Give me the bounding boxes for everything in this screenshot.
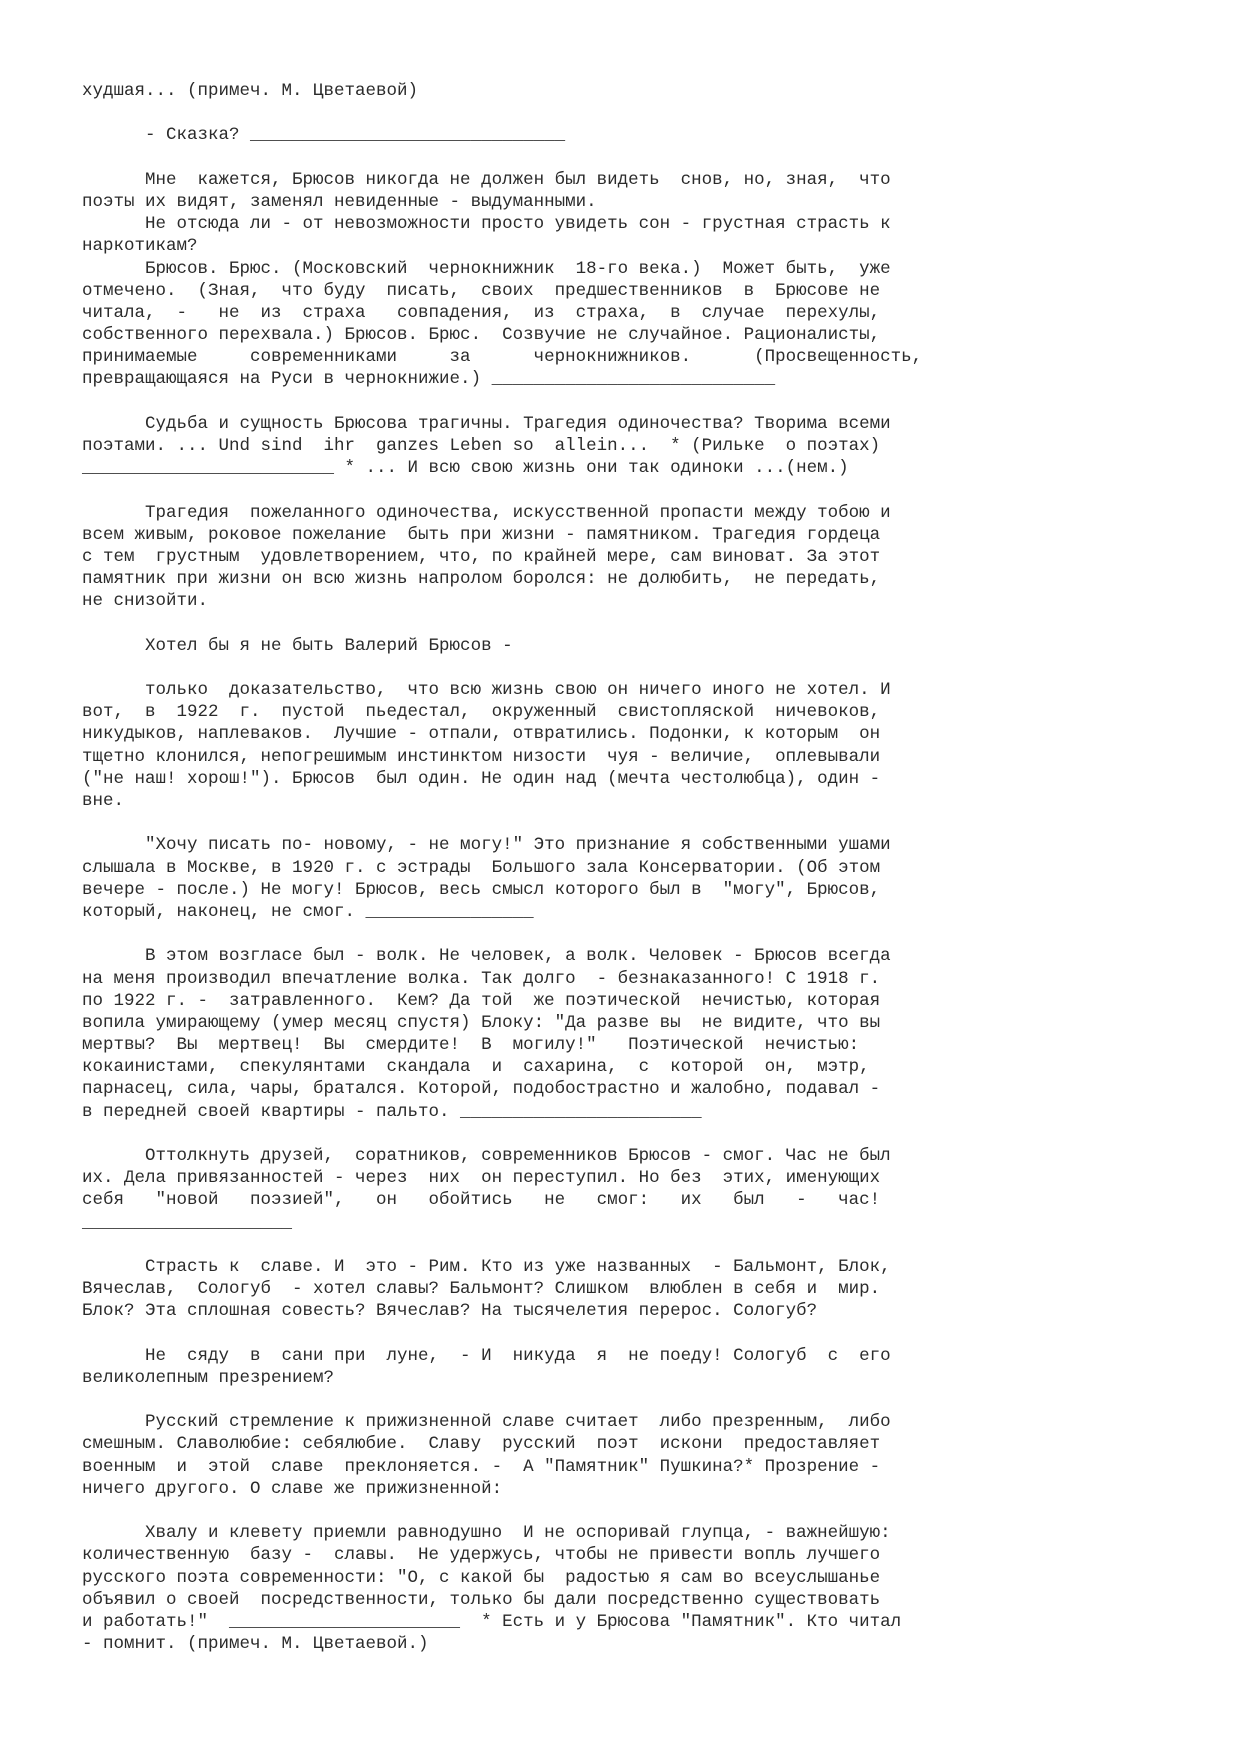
text-line: Хвалу и клевету приемли равнодушно И не оспоривай глупца, - важнейшую: (82, 1523, 891, 1544)
text-line: который, наконец, не смог. ________________ (82, 901, 534, 922)
text-line: наркотикам? (82, 236, 198, 257)
text-line: мертвы? Вы мертвец! Вы смердите! В могилу!" Поэтической нечистью: (82, 1035, 860, 1056)
text-line: вне. (82, 791, 125, 811)
text-line: и работать!" ______________________ * Есть и у Брюсова "Памятник". Кто читал (82, 1611, 902, 1632)
text-line: Мне кажется, Брюсов никогда не должен был видеть снов, но, зная, что (82, 169, 891, 190)
text-line: ("не наш! хорош!"). Брюсов был один. Не один над (мечта честолюбца), один - (82, 768, 881, 789)
text-line: худшая... (примеч. М. Цветаевой) (82, 81, 419, 101)
blank-line (82, 613, 1042, 635)
blank-line (82, 391, 1042, 413)
text-line: - помнит. (примеч. М. Цветаевой.) (82, 1634, 429, 1655)
text-line: Блок? Эта сплошная совесть? Вячеслав? На тысячелетия перерос. Сологуб? (82, 1301, 818, 1322)
text-line: Хотел бы я не быть Валерий Брюсов - (82, 635, 513, 656)
text-line: объявил о своей посредственности, только бы дали посредственно существовать (82, 1589, 881, 1610)
blank-line (82, 102, 1042, 124)
text-line: вот, в 1922 г. пустой пьедестал, окруженный свистопляской ничевоков, (82, 702, 881, 723)
text-line: в передней своей квартиры - пальто. _______________________ (82, 1101, 702, 1122)
blank-line (82, 1323, 1042, 1345)
blank-line (82, 657, 1042, 679)
text-line: Не отсюда ли - от невозможности просто увидеть сон - грустная страсть к (82, 214, 891, 235)
text-line: читала, - не из страха совпадения, из страха, в случае перехулы, (82, 302, 881, 323)
text-line: поэтами. ... Und sind ihr ganzes Leben so allein... * (Рильке о поэтах) (82, 436, 881, 456)
text-line: вопила умирающему (умер месяц спустя) Блоку: "Да разве вы не видите, что вы (82, 1012, 881, 1033)
text-line: отмечено. (Зная, что буду писать, своих предшественников в Брюсове не (82, 280, 881, 301)
text-line: В этом возгласе был - волк. Не человек, а волк. Человек - Брюсов всегда (82, 946, 891, 967)
blank-line (82, 1500, 1042, 1522)
text-line: только доказательство, что всю жизнь свою он ничего иного не хотел. И (82, 680, 891, 701)
text-line: никудыков, наплеваков. Лучшие - отпали, отвратились. Подонки, к которым он (82, 724, 881, 745)
text-line: Трагедия пожеланного одиночества, искусственной пропасти между тобою и (82, 502, 891, 523)
text-line: собственного перехвала.) Брюсов. Брюс. Созвучие не случайное. Рационалисты, (82, 325, 881, 346)
text-line: великолепным презрением? (82, 1367, 335, 1388)
text-line: вечере - после.) Не могу! Брюсов, весь смысл которого был в "могу", Брюсов, (82, 879, 881, 900)
text-line: на меня производил впечатление волка. Так долго - безнаказанного! С 1918 г. (82, 968, 881, 989)
blank-line (82, 1234, 1042, 1256)
text-line: Русский стремление к прижизненной славе считает либо презренным, либо (82, 1412, 891, 1433)
text-line: с тем грустным удовлетворением, что, по крайней мере, сам виноват. За этот (82, 546, 881, 567)
text-line: ничего другого. О славе же прижизненной: (82, 1478, 503, 1499)
text-line: ____________________ (82, 1212, 293, 1233)
text-line: памятник при жизни он всю жизнь напролом боролся: не долюбить, не передать, (82, 569, 881, 590)
text-line: не снизойти. (82, 591, 209, 612)
text-line: кокаинистами, спекулянтами скандала и сахарина, с которой он, мэтр, (82, 1057, 870, 1078)
text-line: военным и этой славе преклоняется. - А "Памятник" Пушкина?* Прозрение - (82, 1456, 881, 1477)
text-line: ________________________ * ... И всю свою жизнь они так одиноки ...(нем.) (82, 458, 849, 479)
text-line: превращающаяся на Руси в чернокнижие.) ___________________________ (82, 369, 776, 390)
text-line: поэты их видят, заменял невиденные - выдуманными. (82, 191, 597, 212)
blank-line (82, 923, 1042, 945)
text-line: тщетно клонился, непогрешимым инстинктом низости чуя - величие, оплевывали (82, 746, 881, 767)
text-line: парнасец, сила, чары, братался. Которой, подобострастно и жалобно, подавал - (82, 1079, 881, 1100)
blank-line (82, 147, 1042, 169)
text-line: русского поэта современности: "О, с какой бы радостью я сам во всеуслышанье (82, 1567, 881, 1588)
blank-line (82, 812, 1042, 834)
document-page (82, 80, 1042, 1655)
text-line: всем живым, роковое пожелание быть при жизни - памятником. Трагедия гордеца (82, 524, 881, 545)
blank-line (82, 479, 1042, 501)
text-line: себя "новой поэзией", он обойтись не смог: их был - час! (82, 1190, 881, 1211)
text-line: слышала в Москве, в 1920 г. с эстрады Большого зала Консерватории. (Об этом (82, 857, 881, 878)
document-body (82, 80, 1042, 1655)
text-line: Оттолкнуть друзей, соратников, современников Брюсов - смог. Час не был (82, 1146, 891, 1166)
text-line: смешным. Славолюбие: себялюбие. Славу русский поэт искони предоставляет (82, 1434, 881, 1455)
text-line: - Сказка? ______________________________ (82, 125, 566, 146)
text-line: Судьба и сущность Брюсова трагичны. Трагедия одиночества? Творима всеми (82, 413, 891, 434)
text-line: их. Дела привязанностей - через них он переступил. Но без этих, именующих (82, 1168, 881, 1189)
text-line: "Хочу писать по- новому, - не могу!" Это признание я собственными ушами (82, 835, 891, 856)
text-line: Брюсов. Брюс. (Московский чернокнижник 18-го века.) Может быть, уже (82, 258, 891, 279)
text-line: Не сяду в сани при луне, - И никуда я не поеду! Сологуб с его (82, 1345, 891, 1366)
text-line: Страсть к славе. И это - Рим. Кто из уже названных - Бальмонт, Блок, (82, 1256, 891, 1277)
text-line: количественную базу - славы. Не удержусь, чтобы не привести вопль лучшего (82, 1545, 881, 1566)
blank-line (82, 1389, 1042, 1411)
text-line: Вячеслав, Сологуб - хотел славы? Бальмонт? Слишком влюблен в себя и мир. (82, 1279, 881, 1300)
text-line: принимаемые современниками за чернокнижников. (Просвещенность, (82, 347, 923, 368)
text-line: по 1922 г. - затравленного. Кем? Да той же поэтической нечистью, которая (82, 990, 881, 1011)
blank-line (82, 1123, 1042, 1145)
